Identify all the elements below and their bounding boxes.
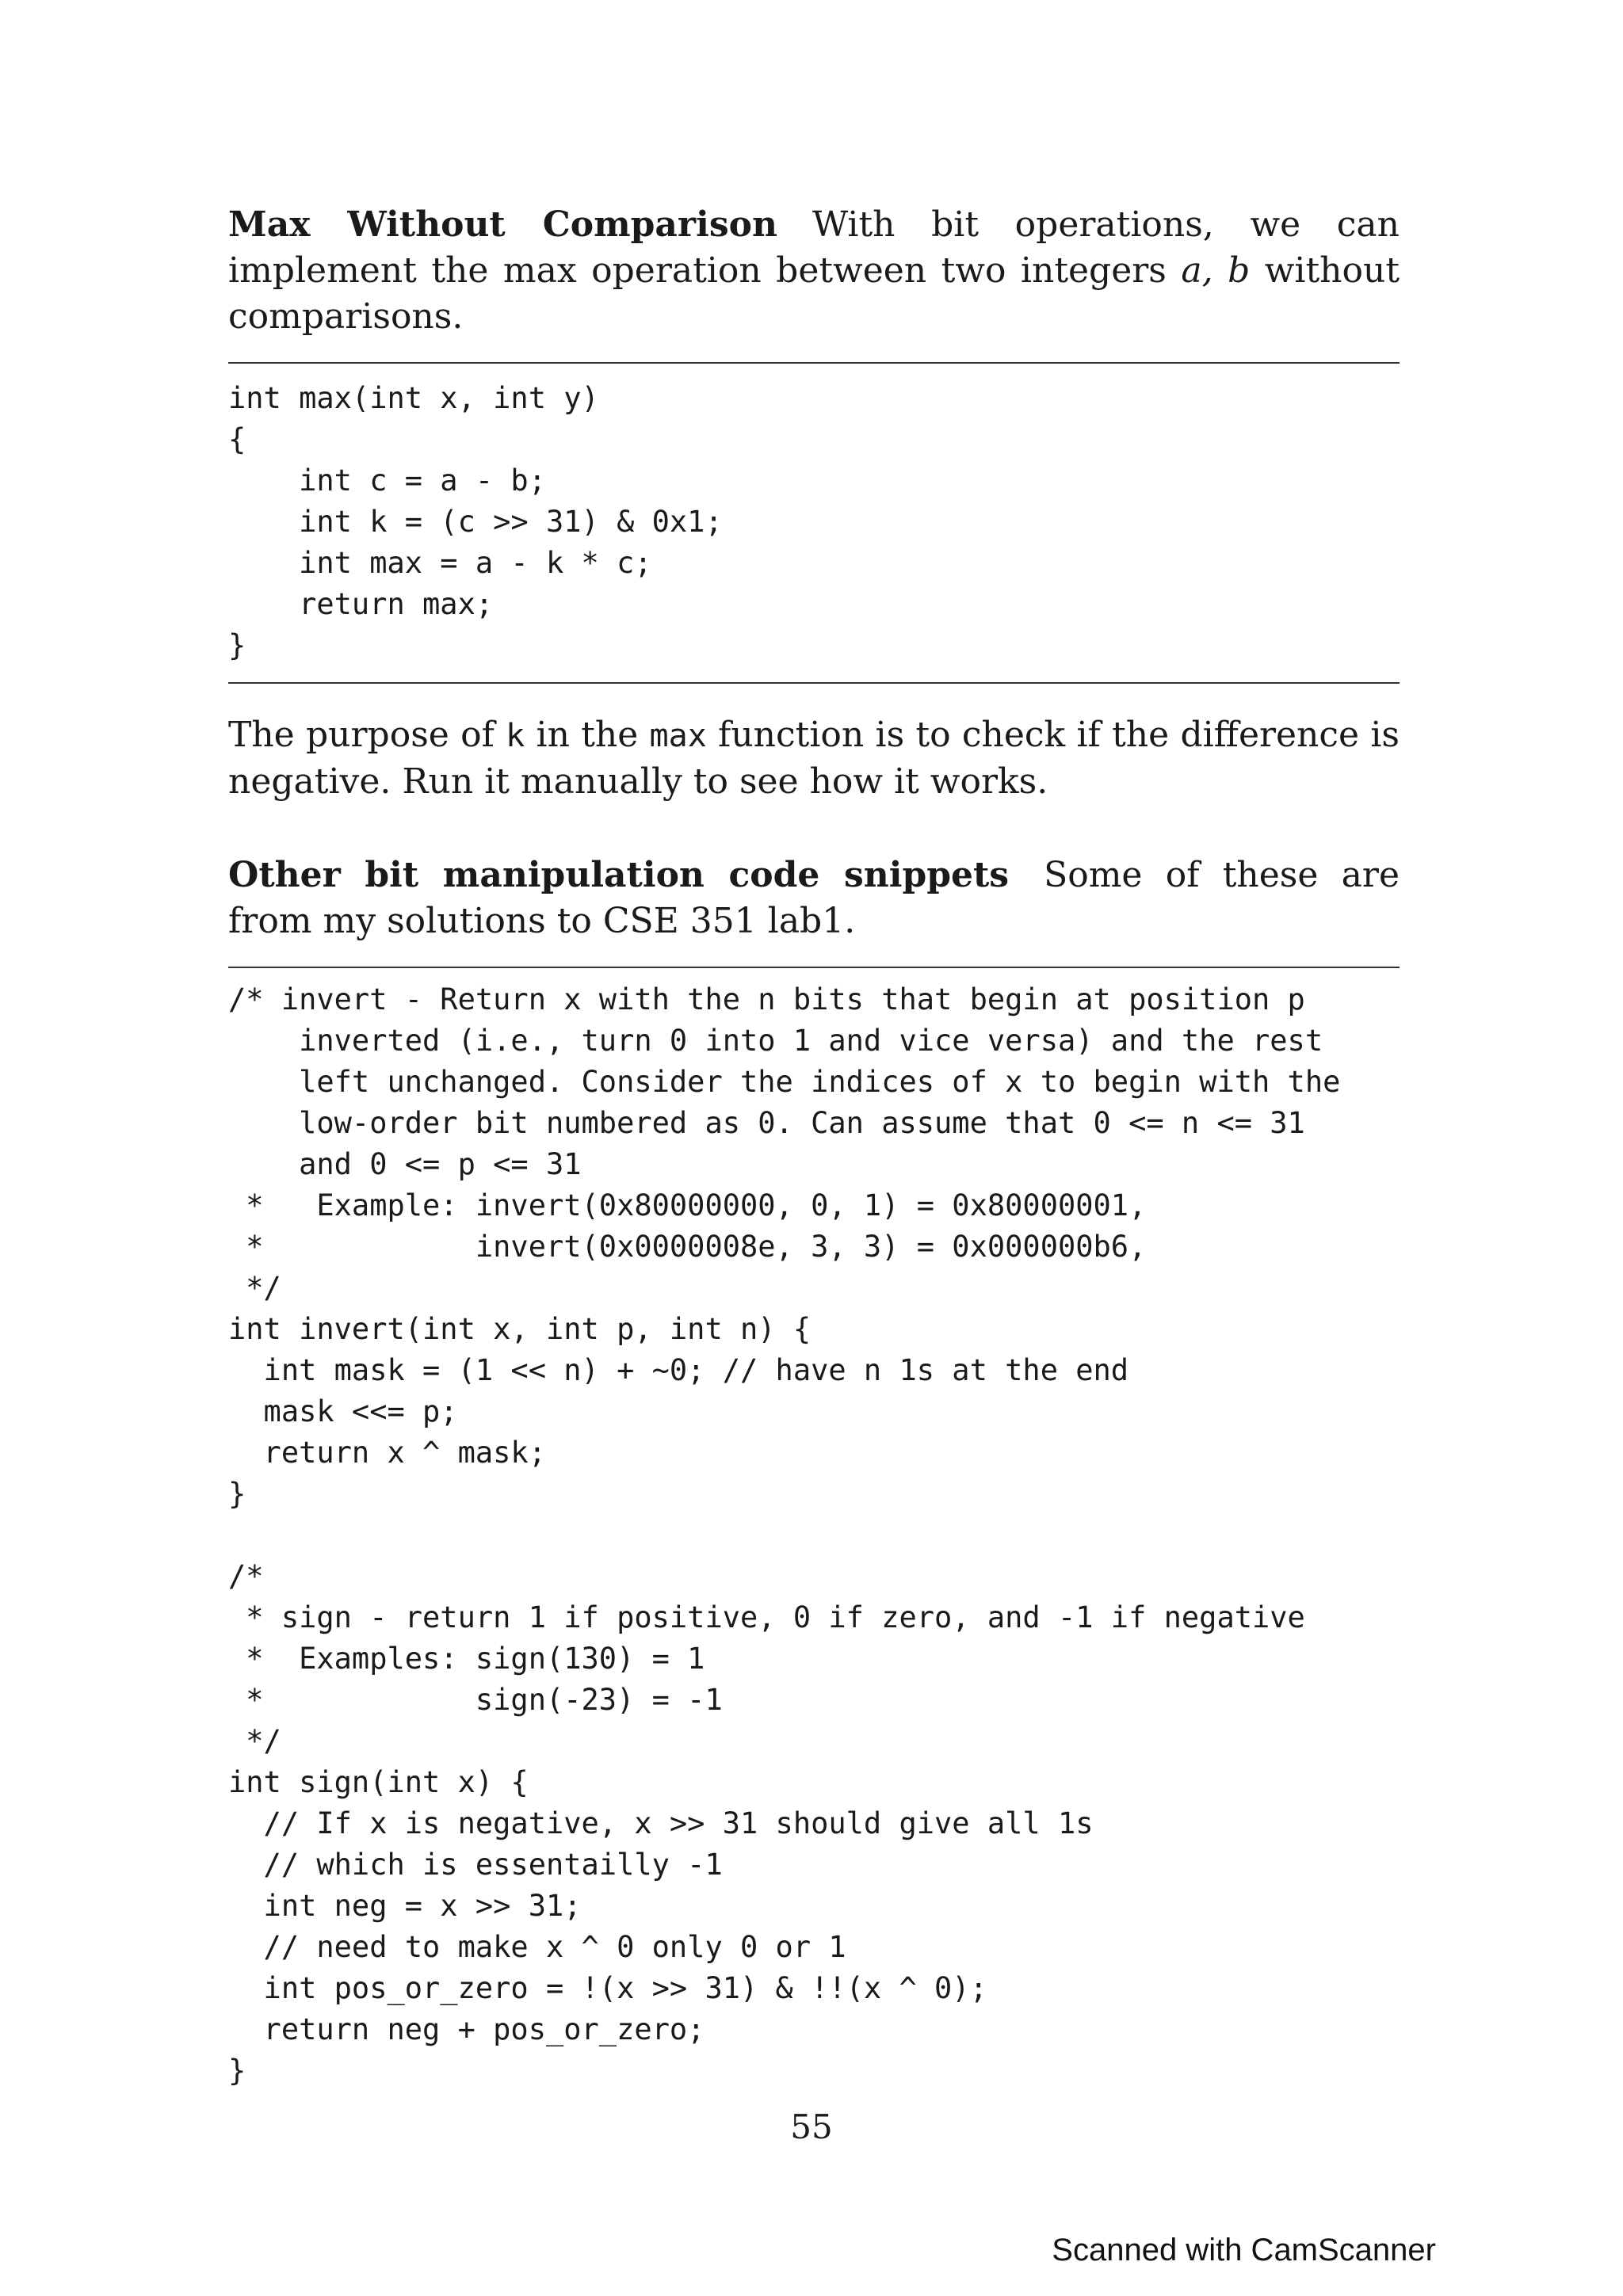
page-content (228, 202, 1400, 2092)
code-block-max: int max(int x, int y) { int c = a - b; int k = (c >> 31) & 0x1; int max = a - k * c; return max; } (228, 381, 723, 662)
rule-top-code2 (228, 967, 1400, 968)
text: without comparisons. (228, 250, 1400, 337)
text: in the (525, 715, 650, 755)
scanner-watermark: Scanned with CamScanner (1052, 2233, 1436, 2267)
inline-code-k: k (506, 718, 525, 754)
rule-top-code1 (228, 362, 1400, 364)
rule-bottom-code1 (228, 682, 1400, 684)
section-heading-max: Max Without Comparison (228, 204, 777, 245)
code-block-snippets: /* invert - Return x with the n bits that begin at position p inverted (i.e., turn 0 into 1 and vice versa) and the rest left unchanged. Consider the indices of x to begin with the low-order bit numbered as 0. Can assume that 0 <= n <= 31 and 0 <= p <= 31 * Example: invert(0x80000000, 0, 1) = 0x80000001, * invert(0x0000008e, 3, 3) = 0x000000b6, */ int invert(int x, int p, int n) { int mask = (1 << n) + ~0; // have n 1s at the end mask <<= p; return x ^ mask; } /* * sign - return 1 if positive, 0 if zero, and -1 if negative * Examples: sign(130) = 1 * sign(-23) = -1 */ int sign(int x) { // If x is negative, x >> 31 should give all 1s // which is essentailly -1 int neg = x >> 31; // need to make x ^ 0 only 0 or 1 int pos_or_zero = !(x >> 31) & !!(x ^ 0); return neg + pos_or_zero; } (228, 982, 1341, 2088)
text: With bit operations, we can implement the max operation between two integers (228, 204, 1400, 291)
paragraph-purpose-of-k (228, 712, 1400, 805)
math-vars: a, b (1181, 250, 1251, 291)
paragraph-other-snippets (228, 852, 1400, 944)
section-heading-other: Other bit manipulation code snippets (228, 855, 1010, 895)
page-number: 55 (790, 2107, 833, 2146)
inline-code-max: max (649, 718, 707, 754)
text: function is to check if the difference is negative. Run it manually to see how it works. (228, 715, 1400, 802)
text: The purpose of (228, 715, 506, 755)
text: Some of these are from my solutions to CSE 351 lab1. (228, 855, 1400, 941)
paragraph-max-without-comparison (228, 202, 1400, 340)
